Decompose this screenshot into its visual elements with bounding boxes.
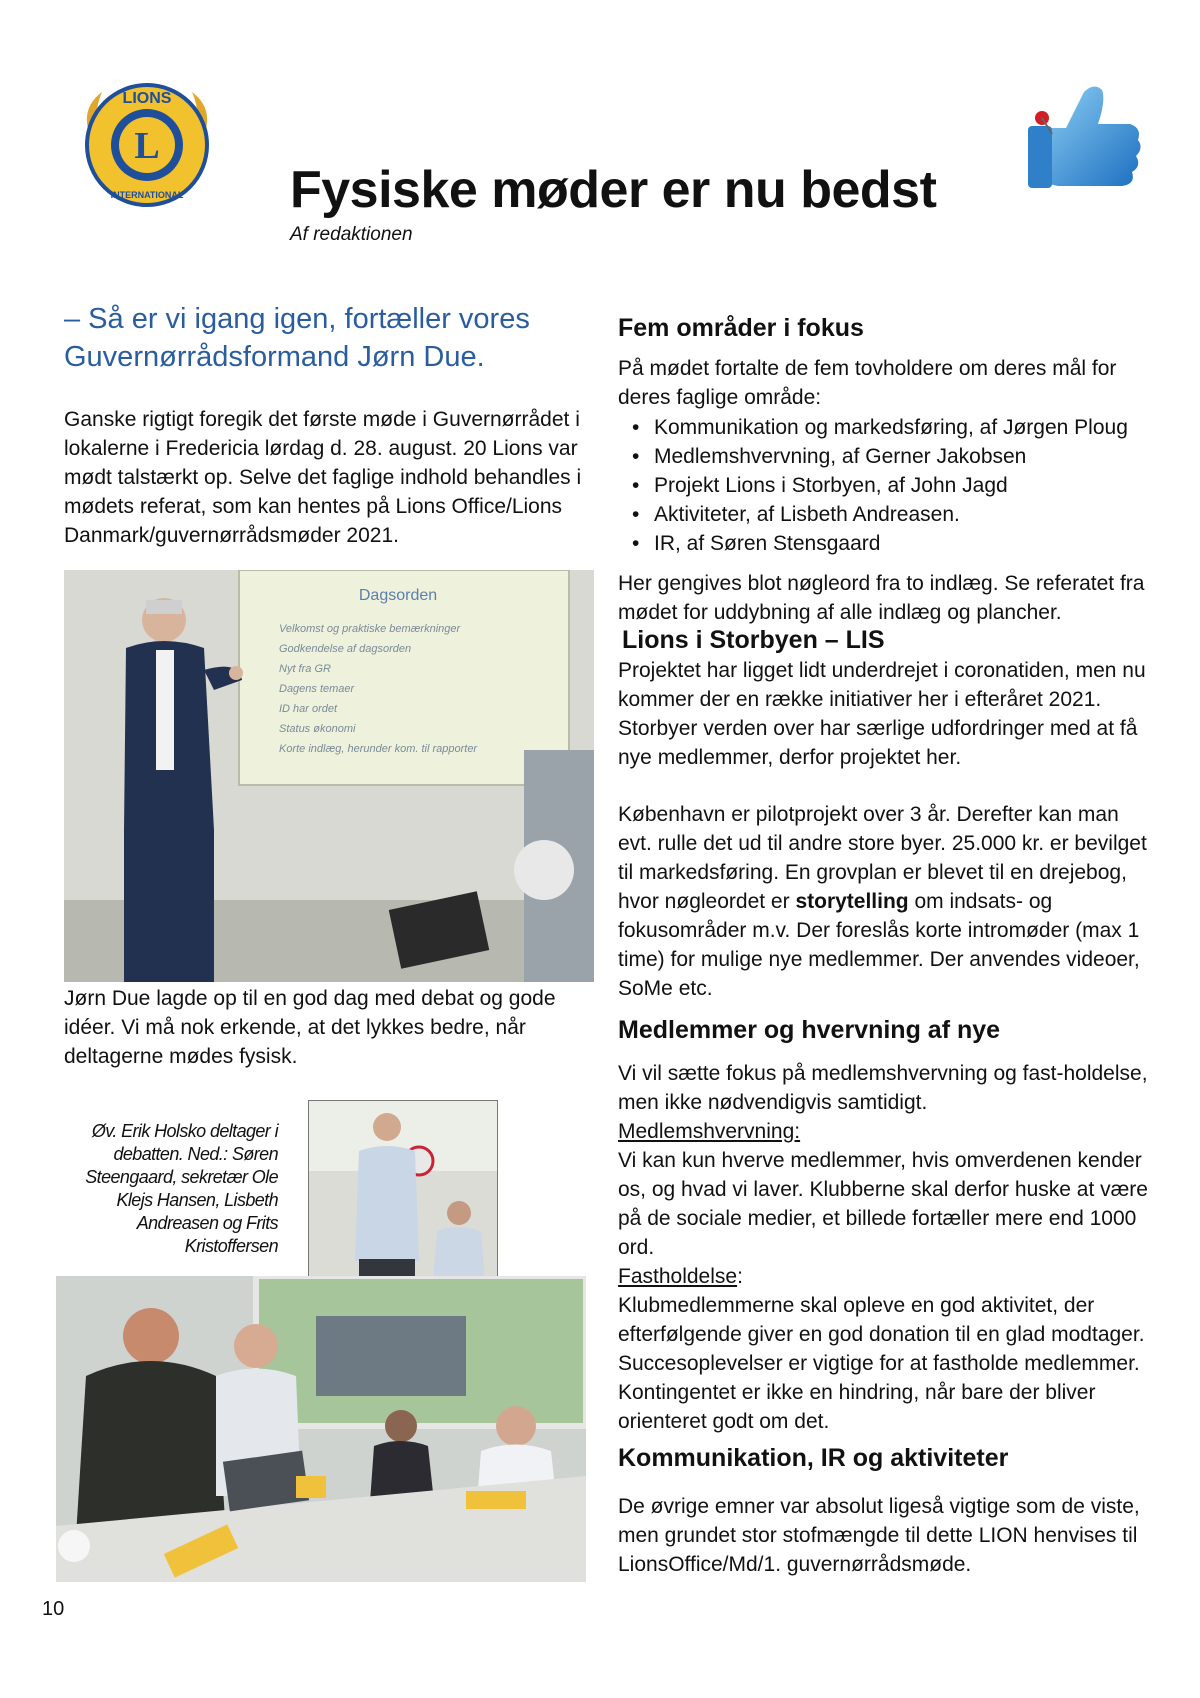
list-item: • Projekt Lions i Storbyen, af John Jagd: [618, 471, 1178, 500]
svg-text:INTERNATIONAL: INTERNATIONAL: [110, 190, 184, 200]
slide-item: Godkendelse af dagsorden: [279, 643, 412, 655]
koebenhavn-paragraph: København er pilotprojekt over 3 år. Derefter kan man evt. rulle det ud til andre store byer. 25.000 kr. er bevilget til markedsføring. En grovplan er blevet til en drejebog, hvor nøgleordet er storytelling om indsats- og fokusområder m.v. Der foreslås korte intromøder (max 1 time) for mulige nye medlemmer. Der anvendes videoer, SoMe etc.: [618, 803, 1147, 1000]
medlemmer-intro: Vi vil sætte fokus på medlemshvervning og fast-holdelse, men ikke nødvendigvis samtidigt.: [618, 1062, 1148, 1114]
slide-title: Dagsorden: [358, 587, 438, 604]
svg-text:LIONS: LIONS: [122, 90, 172, 107]
heading-fem-omraader: Fem områder i fokus: [618, 314, 864, 342]
slide-item: Status økonomi: [279, 723, 356, 735]
kommunikation-paragraph: De øvrige emner var absolut ligeså vigtige som de viste, men grundet stor stofmængde til dette LION henvises til LionsOffice/Md/1. guvernørrådsmøde.: [618, 1495, 1140, 1576]
list-item: • Kommunikation og markedsføring, af Jørgen Ploug: [618, 413, 1178, 442]
slide-item: Velkomst og praktiske bemærkninger: [279, 623, 461, 635]
medlemshvervning-text: Vi kan kun hverve medlemmer, hvis omverdenen kender os, og hvad vi laver. Klubberne skal derfor huske at være på de sociale medier, et billede fortæller mere end 1000 ord.: [618, 1149, 1148, 1259]
heading-kommunikation: Kommunikation, IR og aktiviteter: [618, 1444, 1009, 1472]
photo-speaker: [64, 570, 594, 982]
fastholdelse-text: Klubmedlemmerne skal opleve en god aktivitet, der efterfølgende giver en god donation til en glad modtager. Succesoplevelser er vigtige for at fastholde medlemmer. Kontingentet er ikke en hindring, når bare der bliver orienteret godt om det.: [618, 1294, 1145, 1433]
medlemmer-section: Vi vil sætte fokus på medlemshvervning og fast-holdelse, men ikke nødvendigvis samtidigt. Medlemshvervning: Vi kan kun hverve medlemmer, hvis omverdenen kender os, og hvad vi laver. Klubberne skal derfor huske at være på de sociale medier, et billede fortæller mere end 1000 ord. Fastholdelse: Klubmedlemmerne skal opleve en god aktivitet, der efterfølgende giver en god donation til en glad modtager. Succesoplevelser er vigtige for at fastholde medlemmer. Kontingentet er ikke en hindring, når bare der bliver orienteret godt om det.: [618, 1059, 1158, 1436]
focus-areas-list: [618, 413, 1178, 558]
byline: Af redaktionen: [290, 224, 413, 245]
list-item: • Aktiviteter, af Lisbeth Andreasen.: [618, 500, 1178, 529]
slide-item: ID har ordet: [279, 703, 338, 715]
fem-intro: På mødet fortalte de fem tovholdere om deres mål for deres faglige område:: [618, 357, 1117, 409]
storytelling-keyword: storytelling: [795, 890, 909, 913]
thumbs-up-icon: [1018, 78, 1146, 194]
slide-item: Nyt fra GR: [279, 663, 331, 675]
article-subheading: – Så er vi igang igen, fortæller vores Guvernørrådsformand Jørn Due.: [64, 303, 530, 373]
heading-medlemmer: Medlemmer og hvervning af nye: [618, 1016, 1001, 1044]
heading-lions-i-storbyen: Lions i Storbyen – LIS: [622, 626, 885, 654]
photo-meeting-table: [56, 1276, 586, 1582]
gengives-paragraph: Her gengives blot nøgleord fra to indlæg. Se referatet fra mødet for uddybning af alle indlæg og plancher.: [618, 572, 1145, 624]
list-item: • Medlemshvervning, af Gerner Jakobsen: [618, 442, 1178, 471]
medlemshvervning-label: Medlemshvervning:: [618, 1120, 801, 1143]
photo-caption-participants: Øv. Erik Holsko deltager i debatten. Ned.: Søren Steengaard, sekretær Ole Klejs Hansen, Lisbeth Andreasen og Frits Kristoffersen: [85, 1121, 278, 1256]
intro-paragraph: Ganske rigtigt foregik det første møde i Guvernørrådet i lokalerne i Fredericia lørdag d. 28. august. 20 Lions var mødt talstærkt op. Selve det faglige indhold behandles i mødets referat, som kan hentes på Lions Office/Lions Danmark/guvernørrådsmøder 2021.: [64, 408, 582, 547]
svg-text:L: L: [134, 125, 160, 167]
list-item: • IR, af Søren Stensgaard: [618, 529, 1178, 558]
fastholdelse-label: Fastholdelse: [618, 1265, 738, 1288]
page-number: 10: [42, 1598, 65, 1620]
lis-paragraph: Projektet har ligget lidt underdrejet i coronatiden, men nu kommer der en række initiativer her i efteråret 2021. Storbyer verden over har særlige udfordringer med at få nye medlemmer, derfor projektet her.: [618, 659, 1146, 769]
slide-item: Dagens temaer: [279, 683, 355, 695]
lions-logo: [72, 70, 222, 220]
slide-item: Korte indlæg, herunder kom. til rapporter: [279, 743, 478, 755]
page-title: Fysiske møder er nu bedst: [290, 161, 937, 219]
photo-caption-speaker: Jørn Due lagde op til en god dag med debat og gode idéer. Vi må nok erkende, at det lykkes bedre, når deltagerne mødes fysisk.: [64, 987, 556, 1068]
